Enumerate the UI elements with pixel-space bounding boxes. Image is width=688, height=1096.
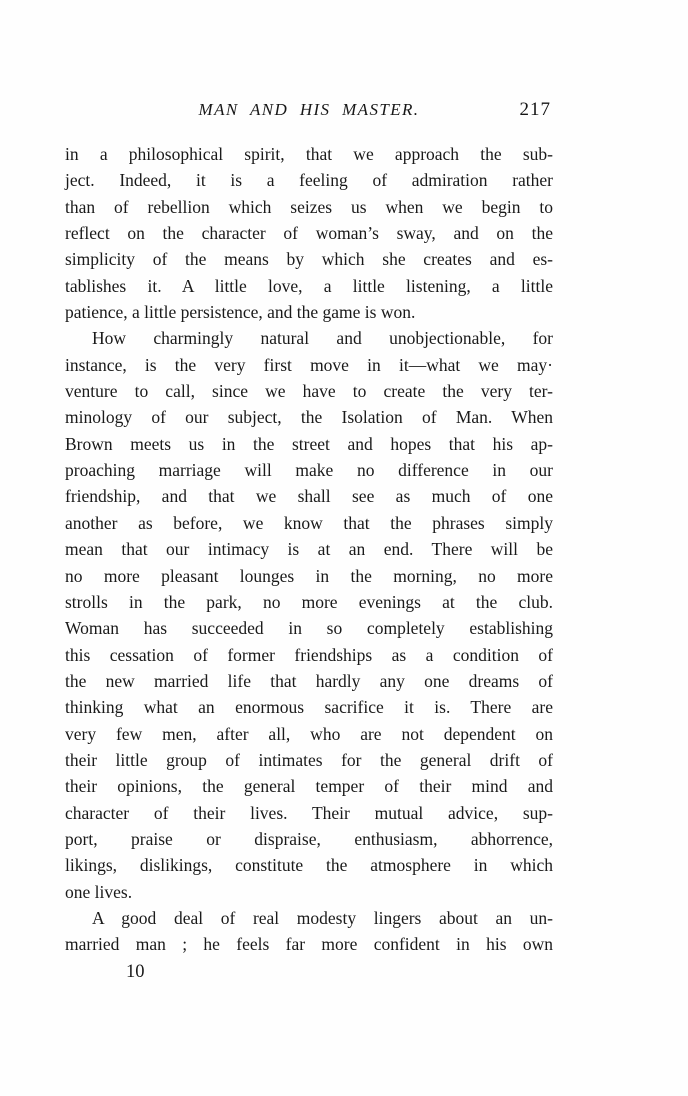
signature-mark: 10 <box>126 962 145 982</box>
text-line: this cessation of former friendships as a condition of <box>65 644 553 665</box>
paragraph <box>65 141 553 325</box>
text-line: patience, a little persistence, and the game is won. <box>65 302 416 323</box>
text-line: friendship, and that we shall see as much of one <box>65 486 553 507</box>
text-line: in a philosophical spirit, that we approach the sub- <box>65 144 553 164</box>
text-line: tablishes it. A little love, a little listening, a little <box>65 275 553 296</box>
text-line: Woman has succeeded in so completely establishing <box>65 618 553 639</box>
text-line: ject. Indeed, it is a feeling of admiration rather <box>65 170 553 191</box>
text-line: mean that our intimacy is at an end. There will be <box>65 539 553 560</box>
text-line: minology of our subject, the Isolation of Man. When <box>65 407 553 428</box>
paragraph <box>65 905 553 958</box>
text-line: married man ; he feels far more confident in his own <box>65 934 553 955</box>
text-line: another as before, we know that the phrases simply <box>65 512 553 533</box>
text-line: venture to call, since we have to create the very ter- <box>65 381 553 402</box>
text-line: simplicity of the means by which she creates and es- <box>65 249 553 270</box>
text-block <box>65 141 553 958</box>
page-title: MAN AND HIS MASTER. <box>198 100 420 119</box>
text-line: likings, dislikings, constitute the atmosphere in which <box>65 855 553 876</box>
text-line: their little group of intimates for the general drift of <box>65 749 553 770</box>
text-line: one lives. <box>65 881 133 902</box>
running-header <box>65 97 553 123</box>
text-line: strolls in the park, no more evenings at the club. <box>65 591 553 612</box>
text-line: no more pleasant lounges in the morning, no more <box>65 565 553 586</box>
text-line: the new married life that hardly any one dreams of <box>65 670 553 691</box>
text-line: their opinions, the general temper of their mind and <box>65 776 553 797</box>
text-line: reflect on the character of woman’s sway, and on the <box>65 223 553 244</box>
text-line: than of rebellion which seizes us when we begin to <box>65 196 553 217</box>
text-line: Brown meets us in the street and hopes that his ap- <box>65 433 553 454</box>
text-line: thinking what an enormous sacrifice it is. There are <box>65 697 553 718</box>
text-line: A good deal of real modesty lingers about an un- <box>92 907 553 928</box>
paragraph <box>65 325 553 905</box>
text-line: proaching marriage will make no difference in our <box>65 460 553 481</box>
text-line: character of their lives. Their mutual advice, sup- <box>65 802 553 823</box>
text-line: How charmingly natural and unobjectionable, for <box>92 328 553 349</box>
text-line: port, praise or dispraise, enthusiasm, abhorrence, <box>65 828 553 849</box>
text-line: instance, is the very first move in it—what we may· <box>65 354 553 375</box>
page-number: 217 <box>519 99 551 120</box>
text-line: very few men, after all, who are not dependent on <box>65 723 553 744</box>
